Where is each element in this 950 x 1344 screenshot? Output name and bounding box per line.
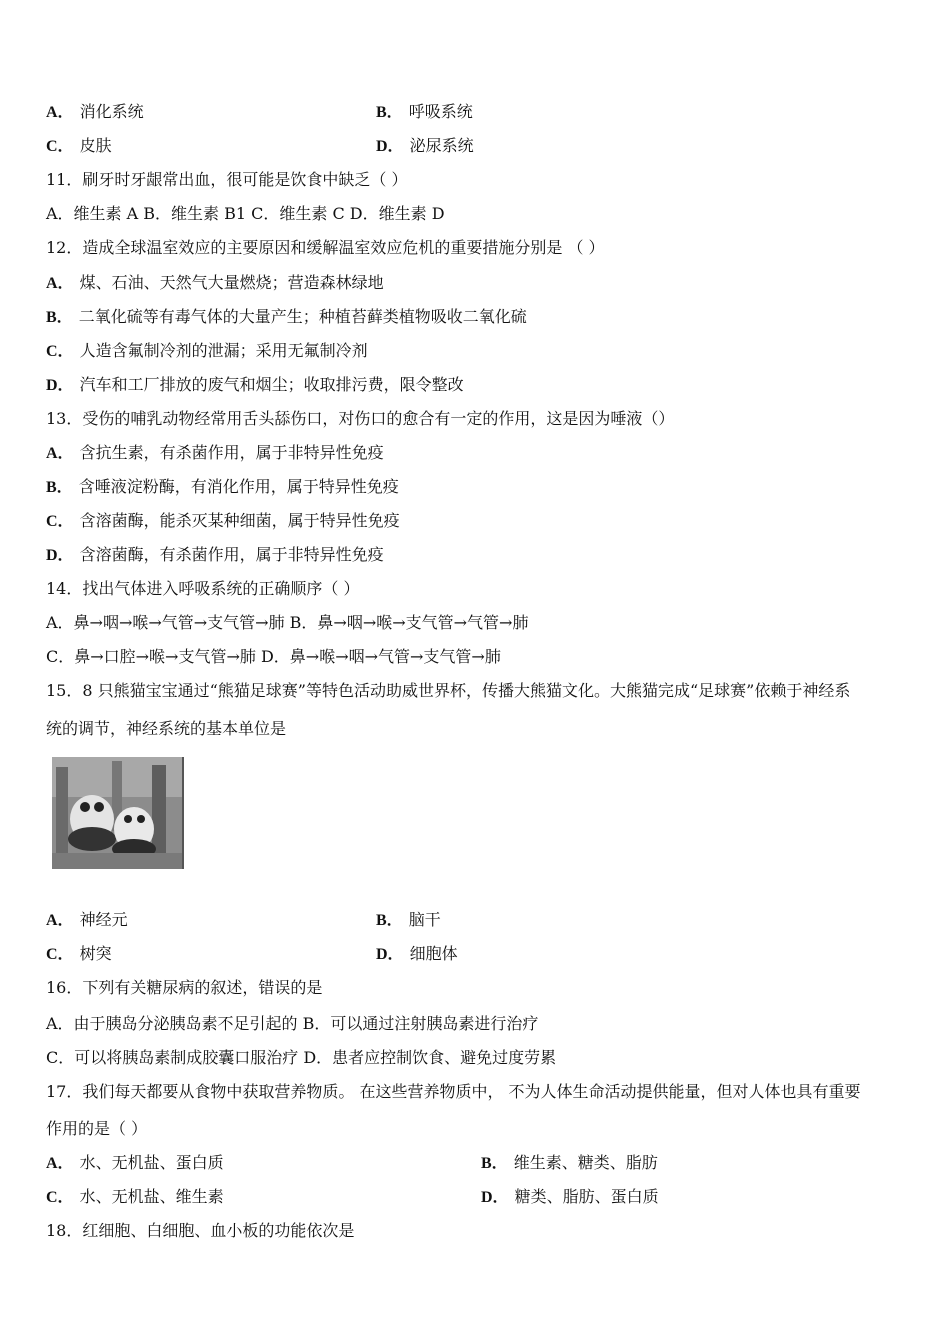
panda-photo — [52, 757, 184, 869]
q13-option-b: B． 含唾液淀粉酶，有消化作用，属于特异性免疫 — [46, 477, 399, 496]
q10-option-c: C． 皮肤 — [46, 136, 112, 155]
q12-stem: 12．造成全球温室效应的主要原因和缓解温室效应危机的重要措施分别是 （ ） — [46, 238, 605, 257]
q16-options-ab: A．由于胰岛分泌胰岛素不足引起的 B．可以通过注射胰岛素进行治疗 — [46, 1014, 539, 1033]
q17-row-cd — [46, 1187, 659, 1208]
q15-row-cd — [46, 944, 458, 965]
q15-stem-line1: 15．8 只熊猫宝宝通过“熊猫足球赛”等特色活动助威世界杯，传播大熊猫文化。大熊猫完成“足球赛”依赖于神经系 — [46, 681, 851, 700]
q15-stem-line2: 统的调节，神经系统的基本单位是 — [46, 719, 287, 738]
q10-option-a: A． 消化系统 — [46, 102, 144, 121]
q13-stem: 13．受伤的哺乳动物经常用舌头舔伤口，对伤口的愈合有一定的作用，这是因为唾液（） — [46, 409, 675, 428]
q11-options: A．维生素 A B．维生素 B1 C．维生素 C D．维生素 D — [46, 204, 445, 223]
q17-option-b: B． 维生素、糖类、脂肪 — [481, 1153, 658, 1172]
q10-row-ab — [46, 102, 473, 123]
q17-option-d: D． 糖类、脂肪、蛋白质 — [481, 1187, 659, 1206]
q17-option-c: C． 水、无机盐、维生素 — [46, 1187, 224, 1206]
q15-option-b: B． 脑干 — [376, 910, 441, 929]
q15-option-c: C． 树突 — [46, 944, 112, 963]
q12-option-b: B． 二氧化硫等有毒气体的大量产生；种植苔藓类植物吸收二氧化硫 — [46, 307, 527, 326]
q10-option-d: D． 泌尿系统 — [376, 136, 474, 155]
q16-options-cd: C．可以将胰岛素制成胶囊口服治疗 D．患者应控制饮食、避免过度劳累 — [46, 1048, 557, 1067]
q10-row-cd — [46, 136, 474, 157]
q18-stem: 18．红细胞、白细胞、血小板的功能依次是 — [46, 1221, 355, 1240]
q13-option-d: D． 含溶菌酶，有杀菌作用，属于非特异性免疫 — [46, 545, 384, 564]
q15-option-a: A． 神经元 — [46, 910, 128, 929]
q15-option-d: D． 细胞体 — [376, 944, 458, 963]
q17-stem-line1: 17．我们每天都要从食物中获取营养物质。 在这些营养物质中， 不为人体生命活动提供能量，但对人体也具有重要 — [46, 1082, 861, 1101]
q13-option-c: C． 含溶菌酶，能杀灭某种细菌，属于特异性免疫 — [46, 511, 400, 530]
q14-options-ab: A．鼻→咽→喉→气管→支气管→肺 B．鼻→咽→喉→支气管→气管→肺 — [46, 613, 529, 632]
q12-option-d: D． 汽车和工厂排放的废气和烟尘；收取排污费，限令整改 — [46, 375, 464, 394]
q16-stem: 16．下列有关糖尿病的叙述，错误的是 — [46, 978, 323, 997]
panda-photo-graphic — [52, 757, 182, 869]
q14-options-cd: C．鼻→口腔→喉→支气管→肺 D．鼻→喉→咽→气管→支气管→肺 — [46, 647, 501, 666]
q17-row-ab — [46, 1153, 658, 1174]
q11-stem: 11．刷牙时牙龈常出血，很可能是饮食中缺乏（ ） — [46, 170, 408, 189]
q14-stem: 14．找出气体进入呼吸系统的正确顺序（ ） — [46, 579, 360, 598]
q15-row-ab — [46, 910, 441, 931]
q13-option-a: A． 含抗生素，有杀菌作用，属于非特异性免疫 — [46, 443, 384, 462]
q12-option-a: A． 煤、石油、天然气大量燃烧；营造森林绿地 — [46, 273, 384, 292]
q17-option-a: A． 水、无机盐、蛋白质 — [46, 1153, 224, 1172]
q10-option-b: B． 呼吸系统 — [376, 102, 473, 121]
q12-option-c: C． 人造含氟制冷剂的泄漏；采用无氟制冷剂 — [46, 341, 368, 360]
q17-stem-line2: 作用的是（ ） — [46, 1119, 148, 1138]
